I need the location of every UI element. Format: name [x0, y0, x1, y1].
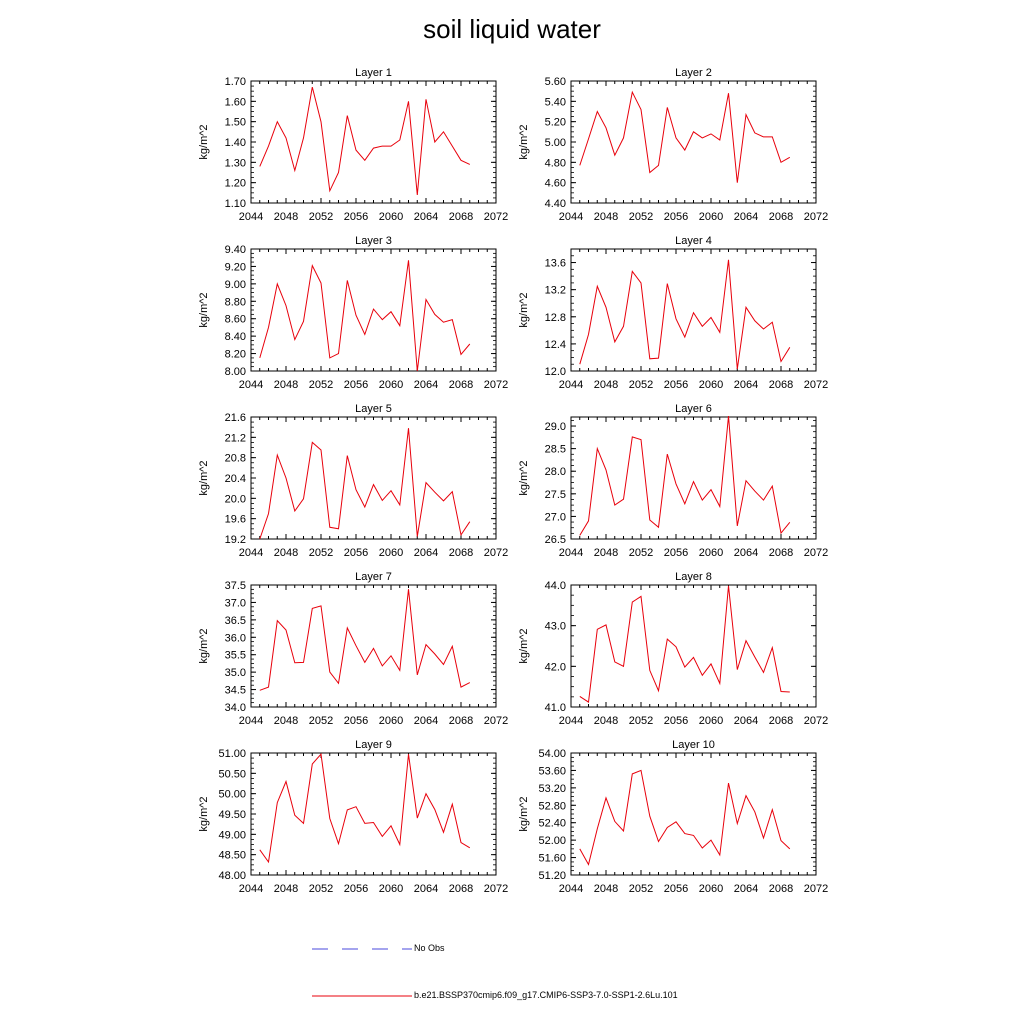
x-tick-label: 2064	[413, 379, 439, 391]
y-axis-label: kg/m^2	[198, 460, 210, 496]
y-tick-label: 54.00	[538, 748, 566, 760]
x-tick-label: 2056	[343, 379, 369, 391]
y-axis-label: kg/m^2	[198, 796, 210, 832]
y-tick-label: 1.50	[224, 116, 246, 129]
y-axis-label: kg/m^2	[518, 628, 530, 664]
x-tick-label: 2056	[343, 211, 369, 223]
x-tick-label: 2056	[663, 547, 689, 559]
y-tick-label: 8.40	[224, 331, 246, 344]
plot-frame	[571, 753, 816, 875]
panel-title: Layer 3	[355, 235, 392, 247]
x-tick-label: 2072	[803, 379, 829, 391]
y-tick-label: 43.0	[544, 620, 566, 633]
x-tick-label: 2044	[558, 883, 584, 895]
legend-case-label: b.e21.BSSP370cmip6.f09_g17.CMIP6-SSP3-7.0-SSP1-2.6Lu.101	[414, 990, 678, 1000]
x-tick-label: 2072	[483, 715, 509, 727]
legend-no-obs-label: No Obs	[414, 943, 445, 953]
series-line	[580, 92, 790, 183]
panel-title: Layer 7	[355, 571, 392, 583]
x-tick-label: 2048	[273, 547, 299, 559]
y-axis-label: kg/m^2	[518, 796, 530, 832]
x-tick-label: 2072	[483, 883, 509, 895]
chart-panel	[518, 235, 828, 391]
y-tick-label: 12.8	[544, 311, 566, 324]
y-tick-label: 34.0	[224, 702, 246, 714]
series-line	[260, 260, 470, 371]
x-tick-label: 2048	[273, 883, 299, 895]
y-tick-label: 20.4	[224, 473, 246, 485]
x-tick-label: 2044	[558, 715, 584, 727]
x-tick-label: 2072	[803, 211, 829, 223]
y-tick-label: 35.5	[224, 649, 246, 662]
x-tick-label: 2056	[343, 883, 369, 895]
y-tick-label: 8.00	[224, 366, 246, 378]
x-tick-label: 2068	[768, 883, 794, 895]
y-tick-label: 50.00	[218, 788, 246, 801]
series-line	[580, 586, 790, 702]
y-tick-label: 4.40	[544, 198, 566, 210]
y-tick-label: 42.0	[544, 661, 566, 674]
y-tick-label: 1.40	[224, 137, 246, 149]
y-tick-label: 13.6	[544, 257, 566, 270]
x-tick-label: 2072	[483, 547, 509, 559]
y-tick-label: 50.50	[218, 768, 246, 781]
x-tick-label: 2052	[628, 715, 654, 727]
x-tick-label: 2072	[483, 211, 509, 223]
x-tick-label: 2044	[238, 379, 264, 391]
x-tick-label: 2064	[413, 883, 439, 895]
y-tick-label: 51.00	[218, 748, 246, 760]
x-tick-label: 2064	[413, 547, 439, 559]
panel-title: Layer 8	[675, 571, 712, 583]
x-tick-label: 2052	[628, 379, 654, 391]
x-tick-label: 2056	[343, 715, 369, 727]
x-tick-label: 2072	[483, 379, 509, 391]
x-tick-label: 2072	[803, 883, 829, 895]
x-tick-label: 2068	[448, 379, 474, 391]
y-axis-label: kg/m^2	[518, 292, 530, 328]
y-tick-label: 19.6	[224, 513, 246, 526]
y-tick-label: 48.00	[218, 870, 246, 882]
x-tick-label: 2056	[663, 715, 689, 727]
x-tick-label: 2052	[628, 883, 654, 895]
panel-title: Layer 10	[672, 739, 715, 751]
plot-frame	[251, 81, 496, 203]
y-tick-label: 28.0	[544, 466, 566, 479]
x-tick-label: 2044	[238, 211, 264, 223]
x-tick-label: 2060	[378, 883, 404, 895]
x-tick-label: 2048	[593, 715, 619, 727]
x-tick-label: 2060	[378, 547, 404, 559]
y-tick-label: 1.70	[224, 76, 246, 88]
y-tick-label: 49.00	[218, 829, 246, 842]
y-tick-label: 52.80	[538, 800, 566, 813]
chart-panel	[198, 67, 508, 223]
y-tick-label: 20.0	[224, 493, 246, 506]
x-tick-label: 2068	[448, 547, 474, 559]
x-tick-label: 2052	[308, 715, 334, 727]
y-axis-label: kg/m^2	[198, 292, 210, 328]
y-tick-label: 4.60	[544, 177, 566, 190]
x-tick-label: 2044	[238, 547, 264, 559]
y-tick-label: 37.0	[224, 597, 246, 610]
y-tick-label: 52.00	[538, 835, 566, 848]
series-line	[260, 428, 470, 539]
x-tick-label: 2052	[308, 211, 334, 223]
y-tick-label: 9.00	[224, 278, 246, 291]
x-tick-label: 2064	[733, 883, 759, 895]
x-tick-label: 2064	[733, 379, 759, 391]
x-tick-label: 2052	[308, 883, 334, 895]
y-tick-label: 21.6	[224, 412, 246, 424]
series-line	[580, 416, 790, 535]
x-tick-label: 2048	[593, 883, 619, 895]
y-tick-label: 12.4	[544, 338, 566, 351]
x-tick-label: 2060	[378, 211, 404, 223]
y-tick-label: 52.40	[538, 817, 566, 830]
y-tick-label: 49.50	[218, 809, 246, 821]
x-tick-label: 2048	[593, 211, 619, 223]
x-tick-label: 2056	[663, 883, 689, 895]
plot-frame	[251, 753, 496, 875]
y-tick-label: 51.20	[538, 870, 566, 882]
x-tick-label: 2064	[733, 547, 759, 559]
x-tick-label: 2060	[698, 883, 724, 895]
x-tick-label: 2064	[733, 211, 759, 223]
x-tick-label: 2044	[238, 715, 264, 727]
x-tick-label: 2052	[628, 547, 654, 559]
y-tick-label: 19.2	[224, 534, 246, 546]
y-tick-label: 51.60	[538, 852, 566, 865]
y-tick-label: 1.10	[224, 198, 246, 210]
y-tick-label: 1.30	[224, 157, 246, 170]
y-tick-label: 1.60	[224, 96, 246, 109]
x-tick-label: 2068	[768, 547, 794, 559]
chart-panel	[518, 739, 828, 895]
x-tick-label: 2064	[733, 715, 759, 727]
x-tick-label: 2068	[448, 715, 474, 727]
y-tick-label: 44.0	[544, 580, 566, 592]
y-tick-label: 28.5	[544, 443, 566, 456]
y-tick-label: 29.0	[544, 421, 566, 434]
x-tick-label: 2044	[558, 211, 584, 223]
y-axis-label: kg/m^2	[518, 124, 530, 160]
y-tick-label: 5.20	[544, 116, 566, 129]
series-line	[260, 87, 470, 195]
plot-frame	[251, 417, 496, 539]
x-tick-label: 2072	[803, 715, 829, 727]
y-tick-label: 8.60	[224, 313, 246, 326]
y-tick-label: 13.2	[544, 284, 566, 297]
panel-title: Layer 6	[675, 403, 712, 415]
y-tick-label: 12.0	[544, 366, 566, 378]
chart-panel	[198, 403, 508, 559]
series-line	[260, 754, 470, 862]
panel-title: Layer 5	[355, 403, 392, 415]
x-tick-label: 2064	[413, 715, 439, 727]
x-tick-label: 2060	[698, 715, 724, 727]
chart-panel	[518, 67, 828, 223]
y-tick-label: 35.0	[224, 667, 246, 680]
y-tick-label: 20.8	[224, 452, 246, 465]
x-tick-label: 2068	[448, 211, 474, 223]
y-tick-label: 34.5	[224, 684, 246, 697]
x-tick-label: 2044	[558, 379, 584, 391]
x-tick-label: 2060	[378, 379, 404, 391]
series-line	[260, 589, 470, 690]
x-tick-label: 2068	[768, 715, 794, 727]
x-tick-label: 2052	[628, 211, 654, 223]
x-tick-label: 2048	[593, 547, 619, 559]
y-tick-label: 36.5	[224, 614, 246, 627]
x-tick-label: 2044	[558, 547, 584, 559]
y-axis-label: kg/m^2	[518, 460, 530, 496]
chart-panel	[518, 571, 828, 727]
y-tick-label: 8.20	[224, 348, 246, 361]
panel-title: Layer 4	[675, 235, 712, 247]
x-tick-label: 2064	[413, 211, 439, 223]
chart-title: soil liquid water	[423, 14, 601, 44]
series-line	[580, 260, 790, 369]
x-tick-label: 2048	[273, 715, 299, 727]
y-tick-label: 41.0	[544, 702, 566, 714]
x-tick-label: 2048	[273, 211, 299, 223]
y-tick-label: 9.20	[224, 261, 246, 274]
chart-panel	[198, 739, 508, 895]
y-tick-label: 53.20	[538, 782, 566, 795]
y-tick-label: 5.00	[544, 137, 566, 149]
y-tick-label: 36.0	[224, 632, 246, 645]
y-tick-label: 48.50	[218, 849, 246, 862]
y-tick-label: 27.5	[544, 488, 566, 501]
x-tick-label: 2068	[768, 379, 794, 391]
y-tick-label: 21.2	[224, 432, 246, 445]
y-axis-label: kg/m^2	[198, 124, 210, 160]
y-tick-label: 1.20	[224, 177, 246, 190]
x-tick-label: 2068	[768, 211, 794, 223]
x-tick-label: 2056	[343, 547, 369, 559]
x-tick-label: 2060	[698, 379, 724, 391]
chart-panel	[198, 235, 508, 391]
y-tick-label: 8.80	[224, 296, 246, 309]
chart-panel	[198, 571, 508, 727]
panel-title: Layer 9	[355, 739, 392, 751]
y-tick-label: 9.40	[224, 244, 246, 256]
x-tick-label: 2044	[238, 883, 264, 895]
y-tick-label: 26.5	[544, 534, 566, 546]
y-axis-label: kg/m^2	[198, 628, 210, 664]
y-tick-label: 5.40	[544, 96, 566, 109]
y-tick-label: 5.60	[544, 76, 566, 88]
x-tick-label: 2060	[698, 211, 724, 223]
plot-frame	[571, 585, 816, 707]
x-tick-label: 2048	[593, 379, 619, 391]
y-tick-label: 53.60	[538, 765, 566, 778]
x-tick-label: 2072	[803, 547, 829, 559]
plot-frame	[251, 585, 496, 707]
x-tick-label: 2048	[273, 379, 299, 391]
x-tick-label: 2060	[378, 715, 404, 727]
x-tick-label: 2056	[663, 379, 689, 391]
panel-title: Layer 1	[355, 67, 392, 79]
x-tick-label: 2056	[663, 211, 689, 223]
x-tick-label: 2052	[308, 379, 334, 391]
plot-frame	[571, 81, 816, 203]
series-line	[580, 770, 790, 864]
x-tick-label: 2060	[698, 547, 724, 559]
chart-panel	[518, 403, 828, 559]
y-tick-label: 4.80	[544, 157, 566, 170]
x-tick-label: 2068	[448, 883, 474, 895]
y-tick-label: 37.5	[224, 580, 246, 592]
x-tick-label: 2052	[308, 547, 334, 559]
y-tick-label: 27.0	[544, 511, 566, 524]
panel-title: Layer 2	[675, 67, 712, 79]
